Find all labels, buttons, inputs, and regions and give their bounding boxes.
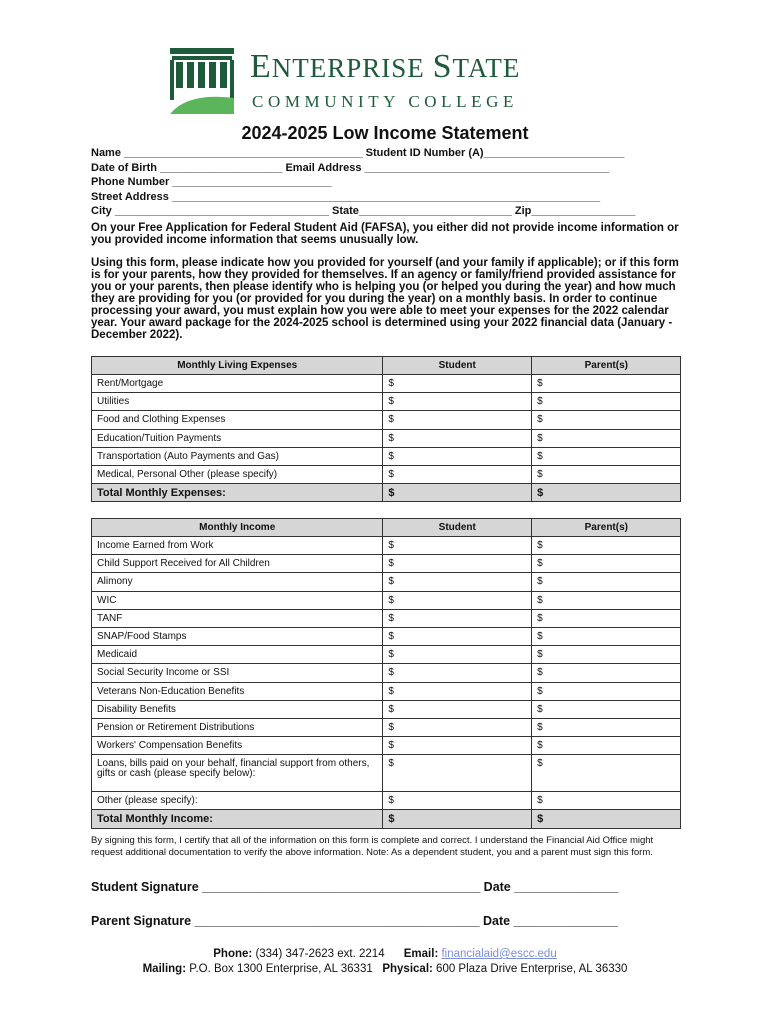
student-amount-cell[interactable]: $ xyxy=(383,573,532,591)
table-row xyxy=(92,718,681,736)
row-label: Total Monthly Income: xyxy=(92,810,383,828)
table-row xyxy=(92,573,681,591)
contact-line xyxy=(0,948,770,960)
table-row xyxy=(92,609,681,627)
student-amount-cell[interactable]: $ xyxy=(383,465,532,483)
table-row xyxy=(92,429,681,447)
columns-logo-icon xyxy=(168,48,236,114)
parent-signature-line[interactable]: Parent Signature _________________________________________ Date _______________ xyxy=(91,914,618,928)
fafsa-paragraph: On your Free Application for Federal Student Aid (FAFSA), you either did not provide income information or you provided income information that seems unusually low. xyxy=(91,222,679,246)
parent-amount-cell[interactable]: $ xyxy=(532,646,681,664)
row-label: Total Monthly Expenses: xyxy=(92,484,383,502)
student-amount-cell[interactable]: $ xyxy=(383,375,532,393)
table-row xyxy=(92,737,681,755)
student-total-cell[interactable]: $ xyxy=(383,810,532,828)
table-row xyxy=(92,447,681,465)
student-amount-cell[interactable]: $ xyxy=(383,718,532,736)
row-label: WIC xyxy=(92,591,383,609)
college-subtitle: COMMUNITY COLLEGE xyxy=(252,92,518,111)
student-info-fields xyxy=(91,146,635,219)
column-header: Monthly Living Expenses xyxy=(92,357,383,375)
row-label: Alimony xyxy=(92,573,383,591)
row-label: Food and Clothing Expenses xyxy=(92,411,383,429)
row-label: Veterans Non-Education Benefits xyxy=(92,682,383,700)
name-field[interactable]: Name _______________________________________ Student ID Number (A)_______________________ xyxy=(91,147,625,159)
parent-amount-cell[interactable]: $ xyxy=(532,393,681,411)
table-row xyxy=(92,393,681,411)
column-header: Student xyxy=(383,519,532,537)
parent-amount-cell[interactable]: $ xyxy=(532,627,681,645)
row-label: Workers' Compensation Benefits xyxy=(92,737,383,755)
college-logo xyxy=(168,46,608,116)
column-header: Parent(s) xyxy=(532,357,681,375)
student-amount-cell[interactable]: $ xyxy=(383,447,532,465)
column-header: Student xyxy=(383,357,532,375)
table-row xyxy=(92,375,681,393)
student-amount-cell[interactable]: $ xyxy=(383,627,532,645)
income-table xyxy=(91,518,681,829)
row-label: Other (please specify): xyxy=(92,792,383,810)
student-amount-cell[interactable]: $ xyxy=(383,411,532,429)
student-amount-cell[interactable]: $ xyxy=(383,591,532,609)
mailing-label: Mailing: xyxy=(142,963,187,975)
physical-label: Physical: xyxy=(382,963,433,975)
parent-amount-cell[interactable]: $ xyxy=(532,700,681,718)
row-label: Medical, Personal Other (please specify) xyxy=(92,465,383,483)
parent-amount-cell[interactable]: $ xyxy=(532,447,681,465)
table-row xyxy=(92,682,681,700)
table-row xyxy=(92,792,681,810)
row-label: Medicaid xyxy=(92,646,383,664)
table-row xyxy=(92,537,681,555)
dob-email-field[interactable]: Date of Birth ____________________ Email Address ________________________________________ xyxy=(91,161,610,174)
table-header-row xyxy=(92,519,681,537)
student-amount-cell[interactable]: $ xyxy=(383,646,532,664)
email-link[interactable]: financialaid@escc.edu xyxy=(441,948,557,960)
table-header-row xyxy=(92,357,681,375)
row-label: Education/Tuition Payments xyxy=(92,429,383,447)
row-label: SNAP/Food Stamps xyxy=(92,627,383,645)
row-label: Pension or Retirement Distributions xyxy=(92,718,383,736)
student-amount-cell[interactable]: $ xyxy=(383,555,532,573)
total-row xyxy=(92,810,681,828)
instructions-paragraph: Using this form, please indicate how you provided for yourself (and your family if applicable); or if this form is for your parents, how they provided for themselves. If an agency or family/friend provided assistance for you or your parents, then please identify who is helping you (or helped you during the year) and how much they are providing for you (or provided for you during the year) on a monthly basis. In order to continue processing your award, you must explain how you were able to meet your expenses for the 2022 calendar year. Your award package for the 2024-2025 school is determined using your 2022 financial data (January - December 2022). xyxy=(91,257,679,341)
student-amount-cell[interactable]: $ xyxy=(383,737,532,755)
student-amount-cell[interactable]: $ xyxy=(383,393,532,411)
table-row xyxy=(92,555,681,573)
student-amount-cell[interactable]: $ xyxy=(383,537,532,555)
table-row xyxy=(92,465,681,483)
parent-amount-cell[interactable]: $ xyxy=(532,375,681,393)
table-row xyxy=(92,664,681,682)
student-total-cell[interactable]: $ xyxy=(383,484,532,502)
parent-amount-cell[interactable]: $ xyxy=(532,718,681,736)
row-label: Rent/Mortgage xyxy=(92,375,383,393)
student-amount-cell[interactable]: $ xyxy=(383,664,532,682)
parent-amount-cell[interactable]: $ xyxy=(532,609,681,627)
parent-amount-cell[interactable]: $ xyxy=(532,537,681,555)
address-line xyxy=(0,963,770,975)
row-label: Loans, bills paid on your behalf, financial support from others, gifts or cash (please specify below): xyxy=(92,755,383,792)
parent-total-cell[interactable]: $ xyxy=(532,484,681,502)
student-signature-line[interactable]: Student Signature ________________________________________ Date _______________ xyxy=(91,880,619,894)
parent-amount-cell[interactable]: $ xyxy=(532,573,681,591)
row-label: Transportation (Auto Payments and Gas) xyxy=(92,447,383,465)
parent-total-cell[interactable]: $ xyxy=(532,810,681,828)
table-row xyxy=(92,411,681,429)
student-amount-cell[interactable]: $ xyxy=(383,755,532,792)
parent-amount-cell[interactable]: $ xyxy=(532,411,681,429)
parent-amount-cell[interactable]: $ xyxy=(532,755,681,792)
parent-amount-cell[interactable]: $ xyxy=(532,555,681,573)
certification-text: By signing this form, I certify that all of the information on this form is complete and correct. I understand the Financial Aid Office might request additional documentation to verify the above information. Note: As a dependent student, you and a parent must sign this form. xyxy=(91,835,654,858)
phone-number: (334) 347-2623 ext. 2214 xyxy=(255,948,385,960)
parent-amount-cell[interactable]: $ xyxy=(532,591,681,609)
parent-amount-cell[interactable]: $ xyxy=(532,737,681,755)
row-label: Utilities xyxy=(92,393,383,411)
row-label: Disability Benefits xyxy=(92,700,383,718)
student-amount-cell[interactable]: $ xyxy=(383,682,532,700)
row-label: Child Support Received for All Children xyxy=(92,555,383,573)
parent-amount-cell[interactable]: $ xyxy=(532,429,681,447)
city-state-zip-field[interactable]: City ___________________________________ State_________________________ Zip_________________ xyxy=(91,205,636,217)
student-amount-cell[interactable]: $ xyxy=(383,792,532,810)
phone-field[interactable]: Phone Number __________________________ xyxy=(91,176,332,188)
email-label: Email: xyxy=(403,948,439,960)
student-amount-cell[interactable]: $ xyxy=(383,609,532,627)
row-label: Social Security Income or SSI xyxy=(92,664,383,682)
student-amount-cell[interactable]: $ xyxy=(383,429,532,447)
table-row xyxy=(92,591,681,609)
form-title: 2024-2025 Low Income Statement xyxy=(241,123,529,143)
row-label: Income Earned from Work xyxy=(92,537,383,555)
table-row xyxy=(92,700,681,718)
table-row xyxy=(92,627,681,645)
row-label: TANF xyxy=(92,609,383,627)
phone-label: Phone: xyxy=(213,948,253,960)
total-row xyxy=(92,484,681,502)
street-address-field[interactable]: Street Address ______________________________________________________________________ xyxy=(91,190,601,203)
parent-amount-cell[interactable]: $ xyxy=(532,682,681,700)
mailing-address: P.O. Box 1300 Enterprise, AL 36331 xyxy=(189,963,373,975)
physical-address: 600 Plaza Drive Enterprise, AL 36330 xyxy=(436,963,628,975)
parent-amount-cell[interactable]: $ xyxy=(532,465,681,483)
college-name: ENTERPRISE STATE xyxy=(250,48,521,85)
table-row xyxy=(92,755,681,792)
parent-amount-cell[interactable]: $ xyxy=(532,664,681,682)
student-amount-cell[interactable]: $ xyxy=(383,700,532,718)
column-header: Monthly Income xyxy=(92,519,383,537)
parent-amount-cell[interactable]: $ xyxy=(532,792,681,810)
expenses-table xyxy=(91,356,681,502)
table-row xyxy=(92,646,681,664)
column-header: Parent(s) xyxy=(532,519,681,537)
